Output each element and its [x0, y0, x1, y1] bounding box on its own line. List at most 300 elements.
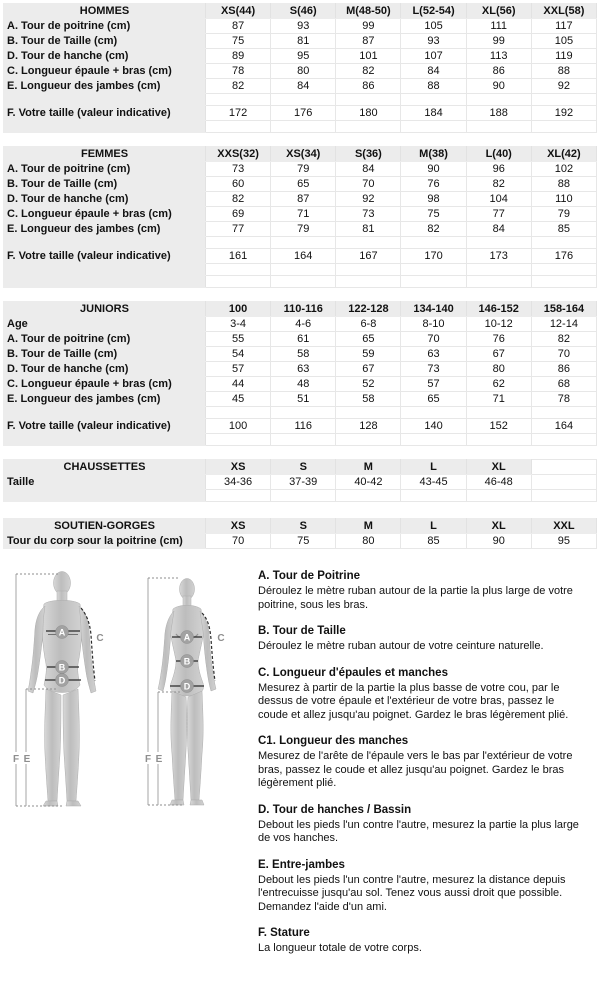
- size-cell: 105: [531, 34, 596, 49]
- size-cell: 116: [271, 419, 336, 434]
- size-cell: 70: [401, 332, 466, 347]
- table-title: JUNIORS: [4, 302, 206, 317]
- size-cell: 58: [271, 347, 336, 362]
- column-header: 100: [206, 302, 271, 317]
- column-header: L(52-54): [401, 4, 466, 19]
- size-cell: 86: [466, 64, 531, 79]
- size-cell: 67: [336, 362, 401, 377]
- size-cell: 12-14: [531, 317, 596, 332]
- size-cell: [206, 237, 271, 249]
- size-cell: [531, 121, 596, 133]
- guide-section-title: B. Tour de Taille: [258, 625, 346, 637]
- size-cell: [271, 237, 336, 249]
- size-cell: 173: [466, 249, 531, 264]
- female-badge-a-letter: A: [183, 632, 191, 643]
- table-row: [4, 276, 597, 288]
- column-header: M(38): [401, 147, 466, 162]
- size-cell: 167: [336, 249, 401, 264]
- size-cell: 3-4: [206, 317, 271, 332]
- size-cell: 111: [466, 19, 531, 34]
- row-label: C. Longueur épaule + bras (cm): [4, 377, 206, 392]
- size-cell: 81: [336, 222, 401, 237]
- size-cell: [336, 121, 401, 133]
- size-cell: 61: [271, 332, 336, 347]
- size-cell: 87: [336, 34, 401, 49]
- row-label: [4, 264, 206, 276]
- size-cell: [466, 264, 531, 276]
- size-table-hommes: [3, 3, 597, 133]
- row-label: E. Longueur des jambes (cm): [4, 79, 206, 94]
- size-cell: 188: [466, 106, 531, 121]
- guide-section: [258, 625, 580, 654]
- size-cell: 82: [206, 192, 271, 207]
- table-row: [4, 64, 597, 79]
- column-header: XXL(58): [531, 4, 596, 19]
- size-cell: 76: [401, 177, 466, 192]
- table-row: [4, 347, 597, 362]
- size-cell: 70: [206, 534, 271, 549]
- female-right-foot: [190, 800, 204, 805]
- size-cell: [401, 94, 466, 106]
- female-badge-b-letter: B: [183, 656, 191, 667]
- size-cell: [401, 407, 466, 419]
- female-badge-d-letter: D: [183, 681, 191, 692]
- size-cell: 96: [466, 162, 531, 177]
- size-cell: 110: [531, 192, 596, 207]
- row-label: C. Longueur épaule + bras (cm): [4, 207, 206, 222]
- size-cell: 54: [206, 347, 271, 362]
- size-cell: 8-10: [401, 317, 466, 332]
- size-cell: 82: [401, 222, 466, 237]
- size-tables: [3, 3, 600, 549]
- size-cell: 100: [206, 419, 271, 434]
- size-cell: 119: [531, 49, 596, 64]
- size-cell: [336, 407, 401, 419]
- table-row: [4, 49, 597, 64]
- size-cell: 88: [531, 177, 596, 192]
- size-cell: [466, 237, 531, 249]
- male-left-leg: [45, 689, 61, 801]
- size-cell: [531, 490, 596, 502]
- guide-section-body: Debout les pieds l'un contre l'autre, mesurez la partie la plus large de vos hanches.: [258, 818, 579, 844]
- size-cell: 75: [271, 534, 336, 549]
- column-header: [531, 460, 596, 475]
- size-cell: 65: [401, 392, 466, 407]
- size-cell: [206, 407, 271, 419]
- size-cell: [531, 434, 596, 446]
- column-header: S: [271, 519, 336, 534]
- size-cell: [466, 121, 531, 133]
- size-cell: 82: [206, 79, 271, 94]
- size-cell: 52: [336, 377, 401, 392]
- guide-section: [258, 859, 580, 915]
- male-label-c: C: [96, 633, 104, 644]
- row-label: E. Longueur des jambes (cm): [4, 222, 206, 237]
- size-cell: [271, 490, 336, 502]
- size-cell: [206, 94, 271, 106]
- guide-section-title: C. Longueur d'épaules et manches: [258, 666, 448, 679]
- size-cell: [206, 490, 271, 502]
- size-cell: 63: [271, 362, 336, 377]
- male-left-arm: [28, 606, 45, 693]
- table-row: [4, 475, 597, 490]
- size-cell: 57: [401, 377, 466, 392]
- size-cell: 37-39: [271, 475, 336, 490]
- size-cell: [401, 276, 466, 288]
- guide-section-title: C1. Longueur des manches: [258, 735, 409, 747]
- row-label: C. Longueur épaule + bras (cm): [4, 64, 206, 79]
- guide-section-body: Debout les pieds l'un contre l'autre, mesurez la distance depuis l'entrecuisse jusqu'au sol. Tenez vous aussi droit que possible. Demandez l'aide d'un ami.: [258, 873, 566, 913]
- table-row: [4, 317, 597, 332]
- row-label: [4, 276, 206, 288]
- size-cell: [531, 264, 596, 276]
- table-row: [4, 362, 597, 377]
- size-cell: 55: [206, 332, 271, 347]
- row-label: [4, 237, 206, 249]
- female-left-foot: [170, 800, 184, 805]
- size-cell: 90: [466, 534, 531, 549]
- size-cell: 70: [336, 177, 401, 192]
- table-row: [4, 106, 597, 121]
- measure-guide: [258, 570, 590, 975]
- column-header: L(40): [466, 147, 531, 162]
- row-label: Tour du corp sour la poitrine (cm): [4, 534, 206, 549]
- female-left-leg: [171, 691, 187, 800]
- size-cell: 78: [206, 64, 271, 79]
- size-cell: 82: [336, 64, 401, 79]
- size-cell: 95: [271, 49, 336, 64]
- size-cell: 95: [531, 534, 596, 549]
- size-cell: [336, 94, 401, 106]
- size-cell: 78: [531, 392, 596, 407]
- column-header: XL(42): [531, 147, 596, 162]
- size-cell: 84: [336, 162, 401, 177]
- row-label: A. Tour de poitrine (cm): [4, 332, 206, 347]
- row-label: F. Votre taille (valeur indicative): [4, 106, 206, 121]
- size-cell: [531, 276, 596, 288]
- size-table-chaussettes: [3, 459, 597, 502]
- size-cell: [336, 276, 401, 288]
- size-cell: 84: [466, 222, 531, 237]
- table-row: [4, 419, 597, 434]
- size-cell: 81: [271, 34, 336, 49]
- column-header: XS(34): [271, 147, 336, 162]
- guide-section: [258, 735, 580, 791]
- size-cell: [336, 237, 401, 249]
- column-header: L: [401, 460, 466, 475]
- size-cell: 152: [466, 419, 531, 434]
- male-label-e: E: [23, 754, 31, 765]
- size-cell: 71: [466, 392, 531, 407]
- size-cell: 88: [401, 79, 466, 94]
- size-cell: [531, 94, 596, 106]
- guide-section: [258, 804, 580, 846]
- size-cell: [271, 94, 336, 106]
- table-row: [4, 249, 597, 264]
- size-cell: 104: [466, 192, 531, 207]
- size-cell: 84: [401, 64, 466, 79]
- size-cell: 105: [401, 19, 466, 34]
- male-badge-b-letter: B: [58, 662, 66, 673]
- male-badge-d-letter: D: [58, 675, 66, 686]
- size-cell: 84: [271, 79, 336, 94]
- size-cell: 87: [271, 192, 336, 207]
- size-cell: 57: [206, 362, 271, 377]
- size-cell: 45: [206, 392, 271, 407]
- size-cell: 73: [336, 207, 401, 222]
- column-header: XL: [466, 519, 531, 534]
- column-header: XS: [206, 460, 271, 475]
- size-cell: 93: [271, 19, 336, 34]
- row-label: Age: [4, 317, 206, 332]
- size-cell: [466, 94, 531, 106]
- size-cell: 117: [531, 19, 596, 34]
- size-cell: [206, 121, 271, 133]
- size-cell: 48: [271, 377, 336, 392]
- row-label: B. Tour de Taille (cm): [4, 34, 206, 49]
- guide-section: [258, 570, 580, 612]
- size-cell: 128: [336, 419, 401, 434]
- size-table-soutien-gorges: [3, 518, 597, 549]
- size-cell: [531, 237, 596, 249]
- table-row: [4, 34, 597, 49]
- table-row: [4, 407, 597, 419]
- guide-section-title: F. Stature: [258, 927, 310, 939]
- size-cell: 79: [531, 207, 596, 222]
- measurement-section: [0, 570, 600, 975]
- row-label: E. Longueur des jambes (cm): [4, 392, 206, 407]
- size-cell: 101: [336, 49, 401, 64]
- size-cell: 70: [531, 347, 596, 362]
- column-header: 110-116: [271, 302, 336, 317]
- size-cell: 77: [206, 222, 271, 237]
- size-cell: [466, 276, 531, 288]
- size-cell: 89: [206, 49, 271, 64]
- size-cell: 113: [466, 49, 531, 64]
- table-title: HOMMES: [4, 4, 206, 19]
- size-cell: 80: [271, 64, 336, 79]
- size-cell: [466, 434, 531, 446]
- size-cell: [531, 475, 596, 490]
- male-label-f: F: [12, 754, 20, 765]
- column-header: S(36): [336, 147, 401, 162]
- size-cell: [336, 264, 401, 276]
- row-label: D. Tour de hanche (cm): [4, 362, 206, 377]
- row-label: B. Tour de Taille (cm): [4, 177, 206, 192]
- size-cell: [271, 276, 336, 288]
- table-row: [4, 192, 597, 207]
- guide-section: [258, 927, 580, 956]
- column-header: L: [401, 519, 466, 534]
- size-cell: 176: [531, 249, 596, 264]
- size-cell: 90: [466, 79, 531, 94]
- row-label: [4, 407, 206, 419]
- body-diagrams: [0, 570, 258, 975]
- size-cell: 164: [531, 419, 596, 434]
- column-header: XL(56): [466, 4, 531, 19]
- table-row: [4, 392, 597, 407]
- size-cell: 71: [271, 207, 336, 222]
- size-cell: 75: [401, 207, 466, 222]
- table-title: FEMMES: [4, 147, 206, 162]
- female-label-e: E: [155, 754, 163, 765]
- size-cell: 161: [206, 249, 271, 264]
- table-row: [4, 162, 597, 177]
- size-cell: [271, 264, 336, 276]
- size-cell: 79: [271, 222, 336, 237]
- size-cell: 99: [466, 34, 531, 49]
- size-cell: [401, 237, 466, 249]
- table-row: [4, 332, 597, 347]
- size-cell: 67: [466, 347, 531, 362]
- table-row: [4, 237, 597, 249]
- size-cell: 34-36: [206, 475, 271, 490]
- male-left-foot: [43, 801, 58, 806]
- guide-section-title: E. Entre-jambes: [258, 858, 345, 871]
- table-row: [4, 434, 597, 446]
- guide-section-title: D. Tour de hanches / Bassin: [258, 803, 412, 816]
- guide-section: [258, 667, 580, 723]
- guide-section-body: Déroulez le mètre ruban autour de votre ceinture naturelle.: [258, 640, 544, 652]
- row-label: [4, 490, 206, 502]
- size-cell: 87: [206, 19, 271, 34]
- size-cell: [401, 490, 466, 502]
- size-cell: 4-6: [271, 317, 336, 332]
- column-header: 146-152: [466, 302, 531, 317]
- size-cell: 107: [401, 49, 466, 64]
- female-label-f: F: [144, 754, 152, 765]
- size-cell: 176: [271, 106, 336, 121]
- size-cell: 10-12: [466, 317, 531, 332]
- size-cell: [401, 121, 466, 133]
- size-cell: [271, 407, 336, 419]
- column-header: XS(44): [206, 4, 271, 19]
- size-cell: 180: [336, 106, 401, 121]
- size-cell: 79: [271, 162, 336, 177]
- size-cell: [466, 407, 531, 419]
- guide-section-body: La longueur totale de votre corps.: [258, 942, 422, 954]
- female-right-leg: [187, 691, 203, 800]
- size-table-femmes: [3, 146, 597, 288]
- table-row: [4, 264, 597, 276]
- row-label: F. Votre taille (valeur indicative): [4, 249, 206, 264]
- table-title: SOUTIEN-GORGES: [4, 519, 206, 534]
- size-cell: 77: [466, 207, 531, 222]
- size-cell: 65: [271, 177, 336, 192]
- size-cell: 82: [531, 332, 596, 347]
- size-cell: 68: [531, 377, 596, 392]
- table-row: [4, 377, 597, 392]
- size-cell: 92: [336, 192, 401, 207]
- size-cell: 86: [531, 362, 596, 377]
- size-cell: 60: [206, 177, 271, 192]
- size-cell: 80: [466, 362, 531, 377]
- size-table-juniors: [3, 301, 597, 446]
- male-right-leg: [63, 689, 79, 801]
- size-cell: 82: [466, 177, 531, 192]
- guide-section-title: A. Tour de Poitrine: [258, 570, 361, 582]
- column-header: XXL: [531, 519, 596, 534]
- column-header: XS: [206, 519, 271, 534]
- column-header: XXS(32): [206, 147, 271, 162]
- row-label: D. Tour de hanche (cm): [4, 49, 206, 64]
- size-cell: 172: [206, 106, 271, 121]
- table-row: [4, 490, 597, 502]
- size-cell: 63: [401, 347, 466, 362]
- column-header: S: [271, 460, 336, 475]
- size-cell: 40-42: [336, 475, 401, 490]
- size-cell: 73: [401, 362, 466, 377]
- size-cell: 184: [401, 106, 466, 121]
- size-cell: [271, 121, 336, 133]
- size-cell: [531, 407, 596, 419]
- size-cell: 86: [336, 79, 401, 94]
- size-cell: 93: [401, 34, 466, 49]
- size-cell: 46-48: [466, 475, 531, 490]
- guide-section-body: Mesurez à partir de la partie la plus basse de votre cou, par le dessus de votre épaule et l'extérieur de votre bras, passez le coude et allez jusqu'au poignet. Gardez le bras légèrement plié.: [258, 681, 569, 721]
- row-label: A. Tour de poitrine (cm): [4, 19, 206, 34]
- size-cell: 75: [206, 34, 271, 49]
- row-label: A. Tour de poitrine (cm): [4, 162, 206, 177]
- size-cell: [206, 434, 271, 446]
- size-cell: 6-8: [336, 317, 401, 332]
- column-header: M: [336, 460, 401, 475]
- size-cell: [466, 490, 531, 502]
- table-row: [4, 534, 597, 549]
- size-cell: [206, 264, 271, 276]
- size-cell: 69: [206, 207, 271, 222]
- row-label: [4, 94, 206, 106]
- size-cell: 170: [401, 249, 466, 264]
- column-header: M(48-50): [336, 4, 401, 19]
- size-cell: 99: [336, 19, 401, 34]
- row-label: B. Tour de Taille (cm): [4, 347, 206, 362]
- female-label-c: C: [217, 633, 225, 644]
- table-row: [4, 19, 597, 34]
- size-cell: [206, 276, 271, 288]
- row-label: [4, 121, 206, 133]
- column-header: XL: [466, 460, 531, 475]
- row-label: Taille: [4, 475, 206, 490]
- column-header: 134-140: [401, 302, 466, 317]
- row-label: F. Votre taille (valeur indicative): [4, 419, 206, 434]
- size-cell: 90: [401, 162, 466, 177]
- male-badge-a-letter: A: [58, 627, 66, 638]
- size-cell: 80: [336, 534, 401, 549]
- size-cell: 140: [401, 419, 466, 434]
- size-cell: 164: [271, 249, 336, 264]
- column-header: M: [336, 519, 401, 534]
- size-cell: 65: [336, 332, 401, 347]
- female-left-arm: [158, 611, 174, 691]
- guide-section-body: Mesurez de l'arête de l'épaule vers le bas par l'extérieur de votre bras, passez le coude et allez jusqu'au poignet. Gardez le bras légèrement plié.: [258, 750, 573, 789]
- size-cell: 43-45: [401, 475, 466, 490]
- size-cell: [401, 434, 466, 446]
- size-cell: 73: [206, 162, 271, 177]
- male-right-foot: [66, 801, 81, 806]
- size-cell: 62: [466, 377, 531, 392]
- size-cell: 102: [531, 162, 596, 177]
- size-cell: 192: [531, 106, 596, 121]
- column-header: 122-128: [336, 302, 401, 317]
- size-cell: 51: [271, 392, 336, 407]
- size-cell: 76: [466, 332, 531, 347]
- table-row: [4, 79, 597, 94]
- size-cell: [271, 434, 336, 446]
- size-cell: [336, 434, 401, 446]
- guide-section-body: Déroulez le mètre ruban autour de la partie la plus large de votre poitrine, sous les bras.: [258, 585, 573, 611]
- size-cell: 44: [206, 377, 271, 392]
